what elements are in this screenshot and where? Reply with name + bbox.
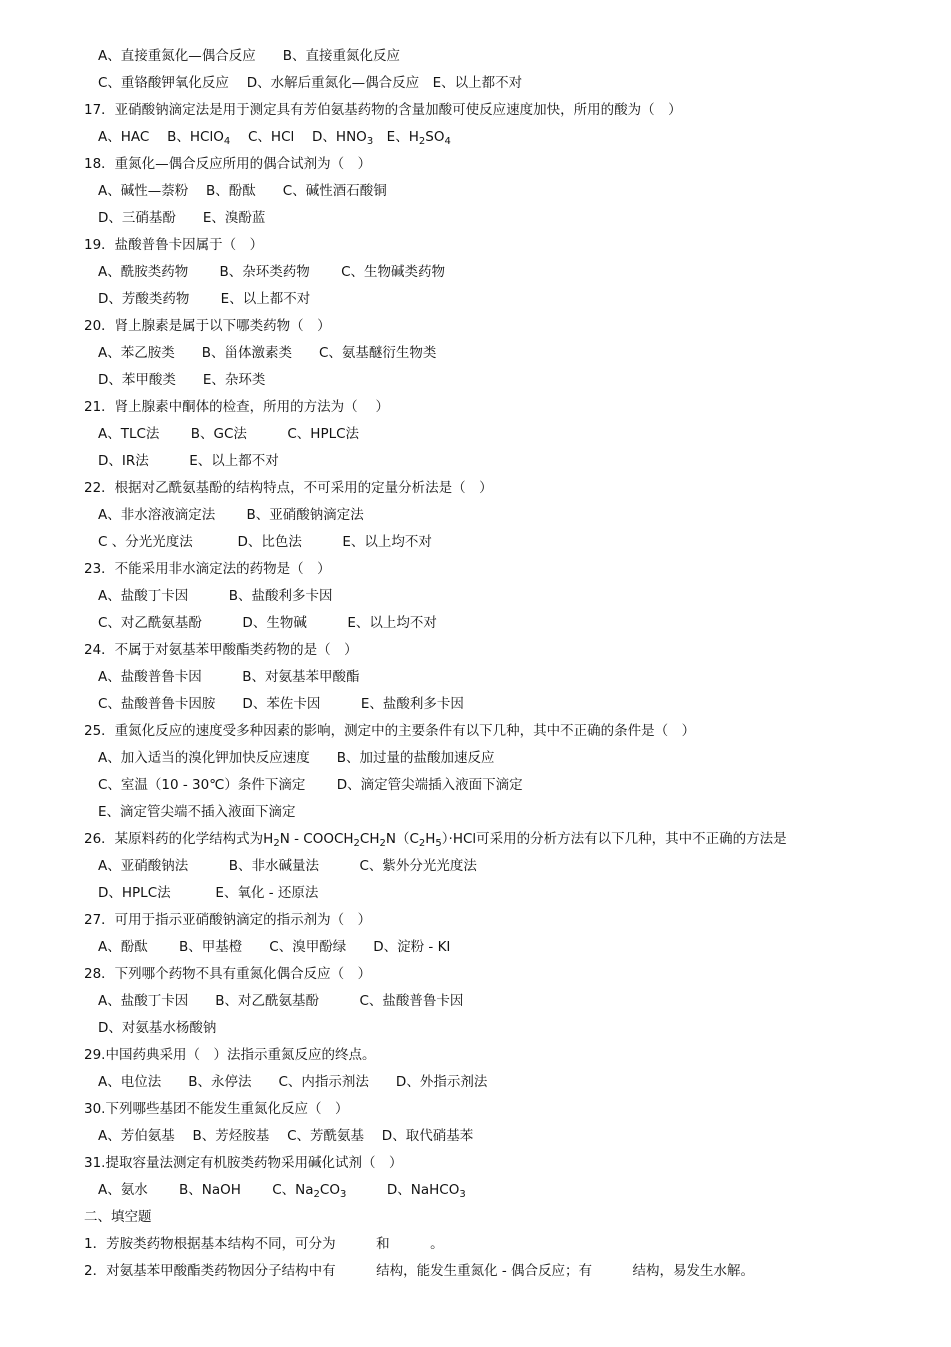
subscript: 4 [223, 136, 231, 147]
option-line: C、盐酸普鲁卡因胺 D、苯佐卡因 E、盐酸利多卡因 [98, 696, 464, 712]
question-line: 25．重氮化反应的速度受多种因素的影响，测定中的主要条件有以下几种，其中不正确的条件是（ ） [84, 723, 696, 739]
option-line: A、盐酸普鲁卡因 B、对氨基苯甲酸酯 [98, 669, 360, 685]
subscript: 2 [273, 838, 280, 849]
option-line: D、IR法 E、以上都不对 [98, 453, 279, 469]
text-run: N（C [385, 831, 419, 847]
option-line: D、对氨基水杨酸钠 [98, 1020, 217, 1036]
question-line: 22．根据对乙酰氨基酚的结构特点，不可采用的定量分析法是（ ） [84, 480, 493, 496]
subscript: 2 [418, 136, 426, 147]
subscript: 5 [435, 838, 442, 849]
option-line: D、HPLC法 E、氧化 - 还原法 [98, 885, 319, 901]
question-line: 29.中国药典采用（ ）法指示重氮反应的终点。 [84, 1047, 376, 1063]
option-line: A、亚硝酸钠法 B、非水碱量法 C、紫外分光光度法 [98, 858, 477, 874]
question-line: 19．盐酸普鲁卡因属于（ ） [84, 237, 264, 253]
question-line: 28．下列哪个药物不具有重氮化偶合反应（ ） [84, 966, 372, 982]
text-run: E、H [373, 129, 419, 145]
question-line: 17．亚硝酸钠滴定法是用于测定具有芳伯氨基药物的含量加酸可使反应速度加快，所用的酸为（ ） [84, 102, 682, 118]
option-line: D、三硝基酚 E、溴酚蓝 [98, 210, 266, 226]
question-line: 1．芳胺类药物根据基本结构不同，可分为 和 。 [84, 1236, 444, 1252]
subscript: 2 [313, 1189, 320, 1200]
text-run: SO [425, 129, 445, 145]
text-run: 26．某原料药的化学结构式为H [84, 831, 274, 847]
option-line: A、芳伯氨基 B、芳烃胺基 C、芳酰氨基 D、取代硝基苯 [98, 1128, 474, 1144]
text-run: C、HCl D、HNO [230, 129, 367, 145]
text-run: D、NaHCO [346, 1182, 460, 1198]
text-run: A、氨水 B、NaOH C、Na [98, 1182, 314, 1198]
question-line: 27．可用于指示亚硝酸钠滴定的指示剂为（ ） [84, 912, 372, 928]
subscript: 2 [353, 838, 360, 849]
option-line: D、芳酸类药物 E、以上都不对 [98, 291, 311, 307]
question-line: 30.下列哪些基团不能发生重氮化反应（ ） [84, 1101, 349, 1117]
option-line: C、室温（10 - 30℃）条件下滴定 D、滴定管尖端插入液面下滴定 [98, 777, 523, 793]
question-line: 2．对氨基苯甲酸酯类药物因分子结构中有 结构，能发生重氮化 - 偶合反应；有 结构，易发生水解。 [84, 1263, 755, 1279]
option-line: A、非水溶液滴定法 B、亚硝酸钠滴定法 [98, 507, 364, 523]
option-line: E、滴定管尖端不插入液面下滴定 [98, 804, 296, 820]
option-line [98, 128, 451, 146]
option-line: A、盐酸丁卡因 B、对乙酰氨基酚 C、盐酸普鲁卡因 [98, 993, 464, 1009]
question-line: 21．肾上腺素中酮体的检查，所用的方法为（ ） [84, 399, 389, 415]
question-line: 31.提取容量法测定有机胺类药物采用碱化试剂（ ） [84, 1155, 403, 1171]
option-line: C 、分光光度法 D、比色法 E、以上均不对 [98, 534, 432, 550]
option-line: A、酰胺类药物 B、杂环类药物 C、生物碱类药物 [98, 264, 446, 280]
option-line: A、碱性—萘粉 B、酚酞 C、碱性酒石酸铜 [98, 183, 387, 199]
question-line: 二、填空题 [84, 1209, 152, 1225]
text-run: H [425, 831, 436, 847]
option-line: A、盐酸丁卡因 B、盐酸利多卡因 [98, 588, 333, 604]
text-run: CH [359, 831, 380, 847]
option-line: A、TLC法 B、GC法 C、HPLC法 [98, 426, 360, 442]
option-line: A、直接重氮化—偶合反应 B、直接重氮化反应 [98, 48, 400, 64]
option-line: A、电位法 B、永停法 C、内指示剂法 D、外指示剂法 [98, 1074, 488, 1090]
option-line: C、重铬酸钾氧化反应 D、水解后重氮化—偶合反应 E、以上都不对 [98, 75, 523, 91]
text-run: ）·HCl可采用的分析方法有以下几种，其中不正确的方法是 [441, 831, 787, 847]
option-line: C、对乙酰氨基酚 D、生物碱 E、以上均不对 [98, 615, 437, 631]
subscript: 4 [444, 136, 451, 147]
question-line: 24．不属于对氨基苯甲酸酯类药物的是（ ） [84, 642, 358, 658]
text-run: CO [319, 1182, 340, 1198]
subscript: 3 [339, 1189, 347, 1200]
subscript: 3 [459, 1189, 466, 1200]
subscript: 3 [366, 136, 374, 147]
option-line: A、苯乙胺类 B、甾体激素类 C、氨基醚衍生物类 [98, 345, 437, 361]
option-line [98, 1181, 466, 1199]
question-line: 18．重氮化—偶合反应所用的偶合试剂为（ ） [84, 156, 372, 172]
question-line [84, 830, 787, 848]
question-line: 23．不能采用非水滴定法的药物是（ ） [84, 561, 331, 577]
option-line: A、酚酞 B、甲基橙 C、溴甲酚绿 D、淀粉 - KI [98, 939, 451, 955]
text-run: A、HAC B、HClO [98, 129, 224, 145]
option-line: A、加入适当的溴化钾加快反应速度 B、加过量的盐酸加速反应 [98, 750, 495, 766]
subscript: 2 [418, 838, 426, 849]
option-line: D、苯甲酸类 E、杂环类 [98, 372, 266, 388]
subscript: 2 [379, 838, 386, 849]
question-line: 20．肾上腺素是属于以下哪类药物（ ） [84, 318, 331, 334]
text-run: N - COOCH [279, 831, 354, 847]
